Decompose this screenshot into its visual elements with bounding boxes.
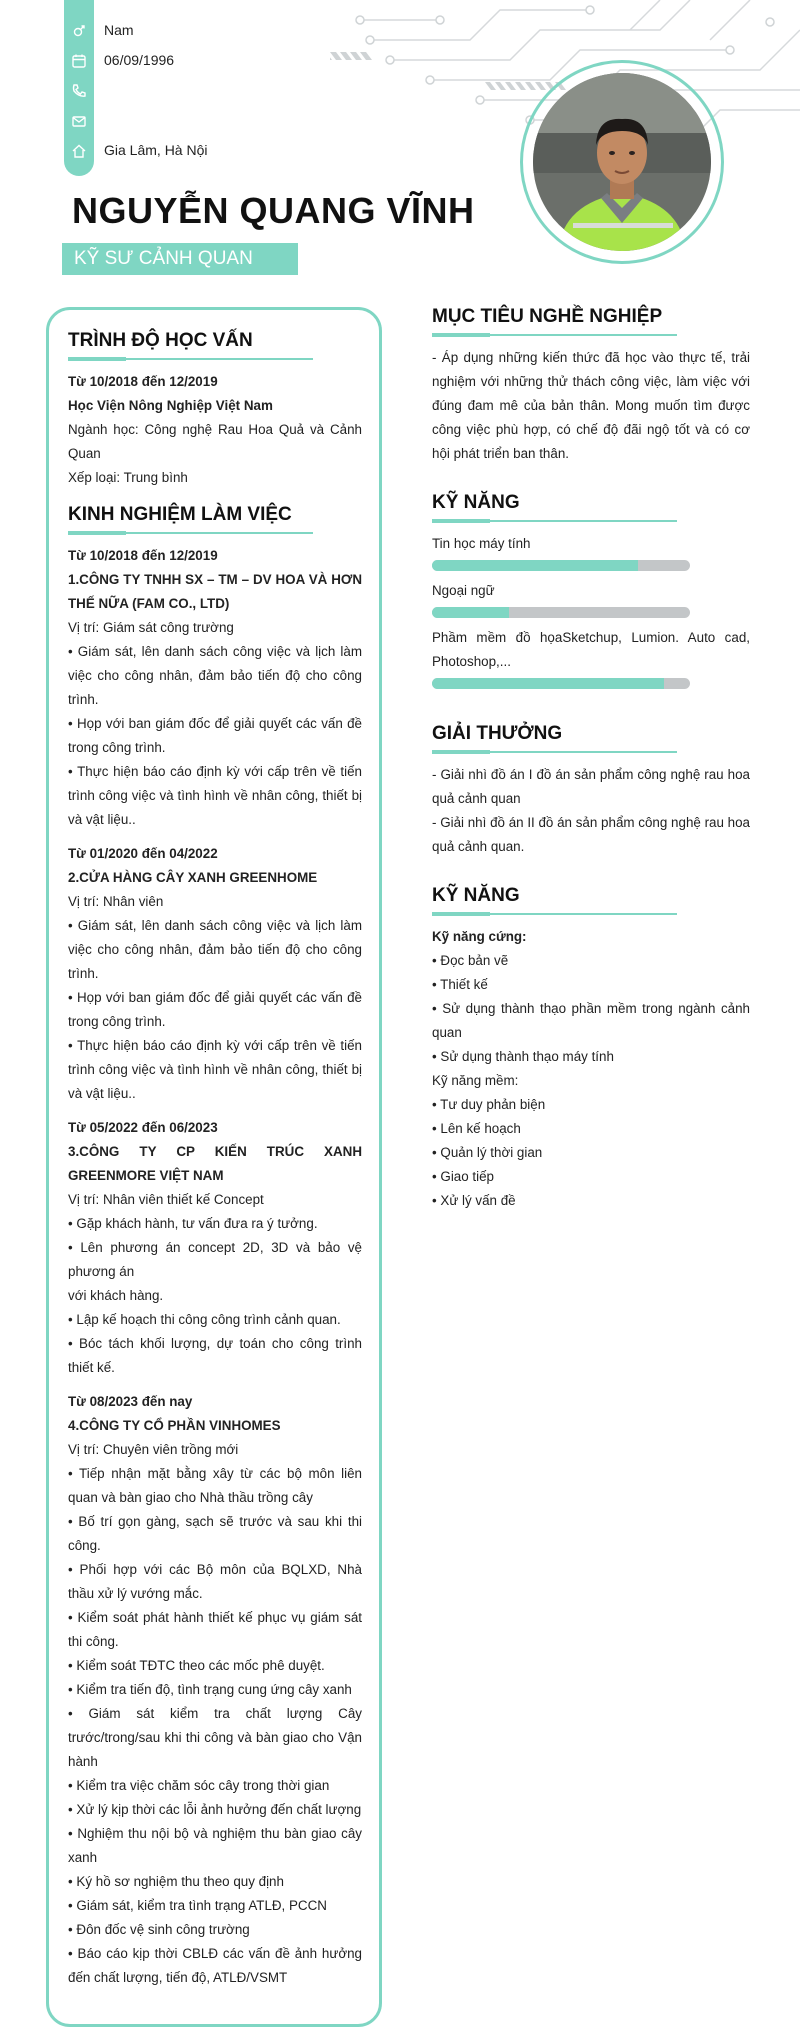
job-company: 2.CỬA HÀNG CÂY XANH GREENHOME xyxy=(68,870,318,885)
job-duty: • Giám sát, lên danh sách công việc và lịch làm việc cho công nhân, đảm bảo tiến độ cho công trình. xyxy=(68,644,362,707)
soft-skills-title: Kỹ năng mềm: xyxy=(432,1073,519,1088)
experience-section xyxy=(68,504,362,1990)
job-duty: • Xử lý kịp thời các lỗi ảnh hưởng đến chất lượng xyxy=(68,1802,362,1817)
job-period: Từ 05/2022 đến 06/2023 xyxy=(68,1120,218,1135)
soft-skill-item: • Quản lý thời gian xyxy=(432,1145,543,1160)
job-title-banner: KỸ SƯ CẢNH QUAN xyxy=(62,243,298,275)
section-underline xyxy=(432,520,677,522)
job-duty: • Giám sát, kiểm tra tình trạng ATLĐ, PCCN xyxy=(68,1898,327,1913)
education-title: TRÌNH ĐỘ HỌC VẤN xyxy=(68,330,253,351)
job-duty: • Giám sát, lên danh sách công việc và lịch làm việc cho công nhân, đảm bảo tiến độ cho công trình. xyxy=(68,918,362,981)
phone-icon xyxy=(64,80,94,102)
contact-gender: Nam xyxy=(104,22,134,38)
skill-label: Phầm mềm đồ họaSketchup, Lumion. Auto cad, Photoshop,... xyxy=(432,630,750,669)
objective-section xyxy=(432,306,750,466)
job-entry-3 xyxy=(68,1116,362,1380)
job-duty: • Ký hồ sơ nghiệm thu theo quy định xyxy=(68,1874,284,1889)
education-school: Học Viện Nông Nghiệp Việt Nam xyxy=(68,398,273,413)
hard-skill-item: • Đọc bản vẽ xyxy=(432,953,509,968)
job-duty: • Họp với ban giám đốc để giải quyết các vấn đề trong công trình. xyxy=(68,716,362,755)
job-position: Vị trí: Giám sát công trường xyxy=(68,620,234,635)
job-position: Vị trí: Nhân viên thiết kế Concept xyxy=(68,1192,264,1207)
hard-skills-title: Kỹ năng cứng: xyxy=(432,929,527,944)
hard-skill-item: • Sử dụng thành thạo phần mềm trong ngành cảnh quan xyxy=(432,1001,750,1040)
soft-skill-item: • Lên kế hoạch xyxy=(432,1121,521,1136)
skill-bar-track xyxy=(432,607,690,618)
job-duty: • Kiểm soát TĐTC theo các mốc phê duyệt. xyxy=(68,1658,325,1673)
education-major: Ngành học: Công nghệ Rau Hoa Quả và Cảnh Quan xyxy=(68,422,362,461)
job-duty: • Lên phương án concept 2D, 3D và bảo vệ phương án xyxy=(68,1240,362,1279)
job-position: Vị trí: Chuyên viên trồng mới xyxy=(68,1442,239,1457)
job-duty: • Thực hiện báo cáo định kỳ với cấp trên về tiến trình công việc và tình hình về nhân công, thiết bị và vật liệu.. xyxy=(68,1038,362,1101)
job-duty: • Lập kế hoạch thi công công trình cảnh quan. xyxy=(68,1312,341,1327)
left-column xyxy=(68,330,362,1990)
award-item: - Giải nhì đồ án II đồ án sản phẩm công nghệ rau hoa quả cảnh quan. xyxy=(432,815,750,854)
job-duty: • Họp với ban giám đốc để giải quyết các vấn đề trong công trình. xyxy=(68,990,362,1029)
contact-address: Gia Lâm, Hà Nội xyxy=(104,142,208,158)
skill-bar-fill xyxy=(432,560,638,571)
skill-bar-fill xyxy=(432,607,509,618)
profile-photo xyxy=(533,73,711,251)
job-duty: • Thực hiện báo cáo định kỳ với cấp trên về tiến trình công việc và tình hình về nhân công, thiết bị và vật liệu.. xyxy=(68,764,362,827)
job-duty: • Gặp khách hành, tư vấn đưa ra ý tưởng. xyxy=(68,1216,318,1231)
awards-title: GIẢI THƯỞNG xyxy=(432,723,563,744)
objective-text: - Áp dụng những kiến thức đã học vào thực tế, trải nghiệm với những thử thách công việc, làm việc với đúng đam mê của bản thân. Mong muốn tìm được công việc phù hợp, có chế độ đãi ngộ tốt và có cơ hội phát triển ban thân. xyxy=(432,350,750,461)
job-duty: • Kiểm soát phát hành thiết kế phục vụ giám sát thi công. xyxy=(68,1610,362,1649)
job-period: Từ 01/2020 đến 04/2022 xyxy=(68,846,218,861)
job-duty: • Phối hợp với các Bộ môn của BQLXD, Nhà thầu xử lý vướng mắc. xyxy=(68,1562,362,1601)
skill-label: Tin học máy tính xyxy=(432,536,531,551)
soft-skill-item: • Giao tiếp xyxy=(432,1169,495,1184)
job-entry-4 xyxy=(68,1390,362,1990)
education-period: Từ 10/2018 đến 12/2019 xyxy=(68,374,218,389)
job-duty: • Nghiệm thu nội bộ và nghiệm thu bàn giao cây xanh xyxy=(68,1826,362,1865)
job-duty: với khách hàng. xyxy=(68,1288,164,1303)
experience-title: KINH NGHIỆM LÀM VIỆC xyxy=(68,504,292,525)
job-duty: • Kiểm tra việc chăm sóc cây trong thời gian xyxy=(68,1778,330,1793)
profile-photo-frame xyxy=(520,60,724,264)
job-position: Vị trí: Nhân viên xyxy=(68,894,164,909)
hard-skill-item: • Thiết kế xyxy=(432,977,488,992)
skills-section xyxy=(432,492,750,689)
mail-icon xyxy=(64,110,94,132)
gender-icon xyxy=(64,20,94,42)
section-underline xyxy=(432,751,677,753)
education-section xyxy=(68,330,362,490)
job-duty: • Đôn đốc vệ sinh công trường xyxy=(68,1922,250,1937)
job-duty: • Kiểm tra tiến độ, tình trạng cung ứng cây xanh xyxy=(68,1682,352,1697)
section-underline xyxy=(432,334,677,336)
contact-birthday: 06/09/1996 xyxy=(104,52,175,68)
skill-bar-track xyxy=(432,678,690,689)
section-underline xyxy=(432,913,677,915)
education-grade: Xếp loại: Trung bình xyxy=(68,470,188,485)
skill-bar-track xyxy=(432,560,690,571)
job-duty: • Tiếp nhận mặt bằng xây từ các bộ môn liên quan và bàn giao cho Nhà thầu trồng cây xyxy=(68,1466,362,1505)
skills-list-title: KỸ NĂNG xyxy=(432,885,520,906)
soft-skill-item: • Tư duy phản biện xyxy=(432,1097,546,1112)
skill-bar-fill xyxy=(432,678,664,689)
job-duty: • Báo cáo kịp thời CBLĐ các vấn đề ảnh hưởng đến chất lượng, tiến độ, ATLĐ/VSMT xyxy=(68,1946,362,1985)
job-entry-2 xyxy=(68,842,362,1106)
calendar-icon xyxy=(64,50,94,72)
job-duty: • Bố trí gọn gàng, sạch sẽ trước và sau khi thi công. xyxy=(68,1514,362,1553)
skill-label: Ngoại ngữ xyxy=(432,583,495,598)
job-entry-1 xyxy=(68,544,362,832)
objective-title: MỤC TIÊU NGHỀ NGHIỆP xyxy=(432,306,663,327)
job-period: Từ 10/2018 đến 12/2019 xyxy=(68,548,218,563)
skills-list-section xyxy=(432,885,750,1213)
home-icon xyxy=(64,140,94,162)
hard-skill-item: • Sử dụng thành thạo máy tính xyxy=(432,1049,614,1064)
soft-skill-item: • Xử lý vấn đề xyxy=(432,1193,516,1208)
candidate-name: NGUYỄN QUANG VĨNH xyxy=(72,190,475,231)
job-company: 1.CÔNG TY TNHH SX – TM – DV HOA VÀ HƠN THẾ NỮA (FAM CO., LTD) xyxy=(68,572,362,611)
awards-section xyxy=(432,723,750,859)
right-column xyxy=(432,306,750,1213)
job-company: 4.CÔNG TY CỔ PHẦN VINHOMES xyxy=(68,1418,281,1433)
section-underline xyxy=(68,532,313,534)
skills-title: KỸ NĂNG xyxy=(432,492,520,513)
section-underline xyxy=(68,358,313,360)
job-company: 3.CÔNG TY CP KIẾN TRÚC XANH GREENMORE VIỆT NAM xyxy=(68,1144,362,1183)
job-duty: • Giám sát kiểm tra chất lượng Cây trước/trong/sau khi thi công và bàn giao cho Vận hành xyxy=(68,1706,362,1769)
job-duty: • Bóc tách khối lượng, dự toán cho công trình thiết kế. xyxy=(68,1336,362,1375)
job-period: Từ 08/2023 đến nay xyxy=(68,1394,193,1409)
award-item: - Giải nhì đồ án I đồ án sản phẩm công nghệ rau hoa quả cảnh quan xyxy=(432,767,750,806)
